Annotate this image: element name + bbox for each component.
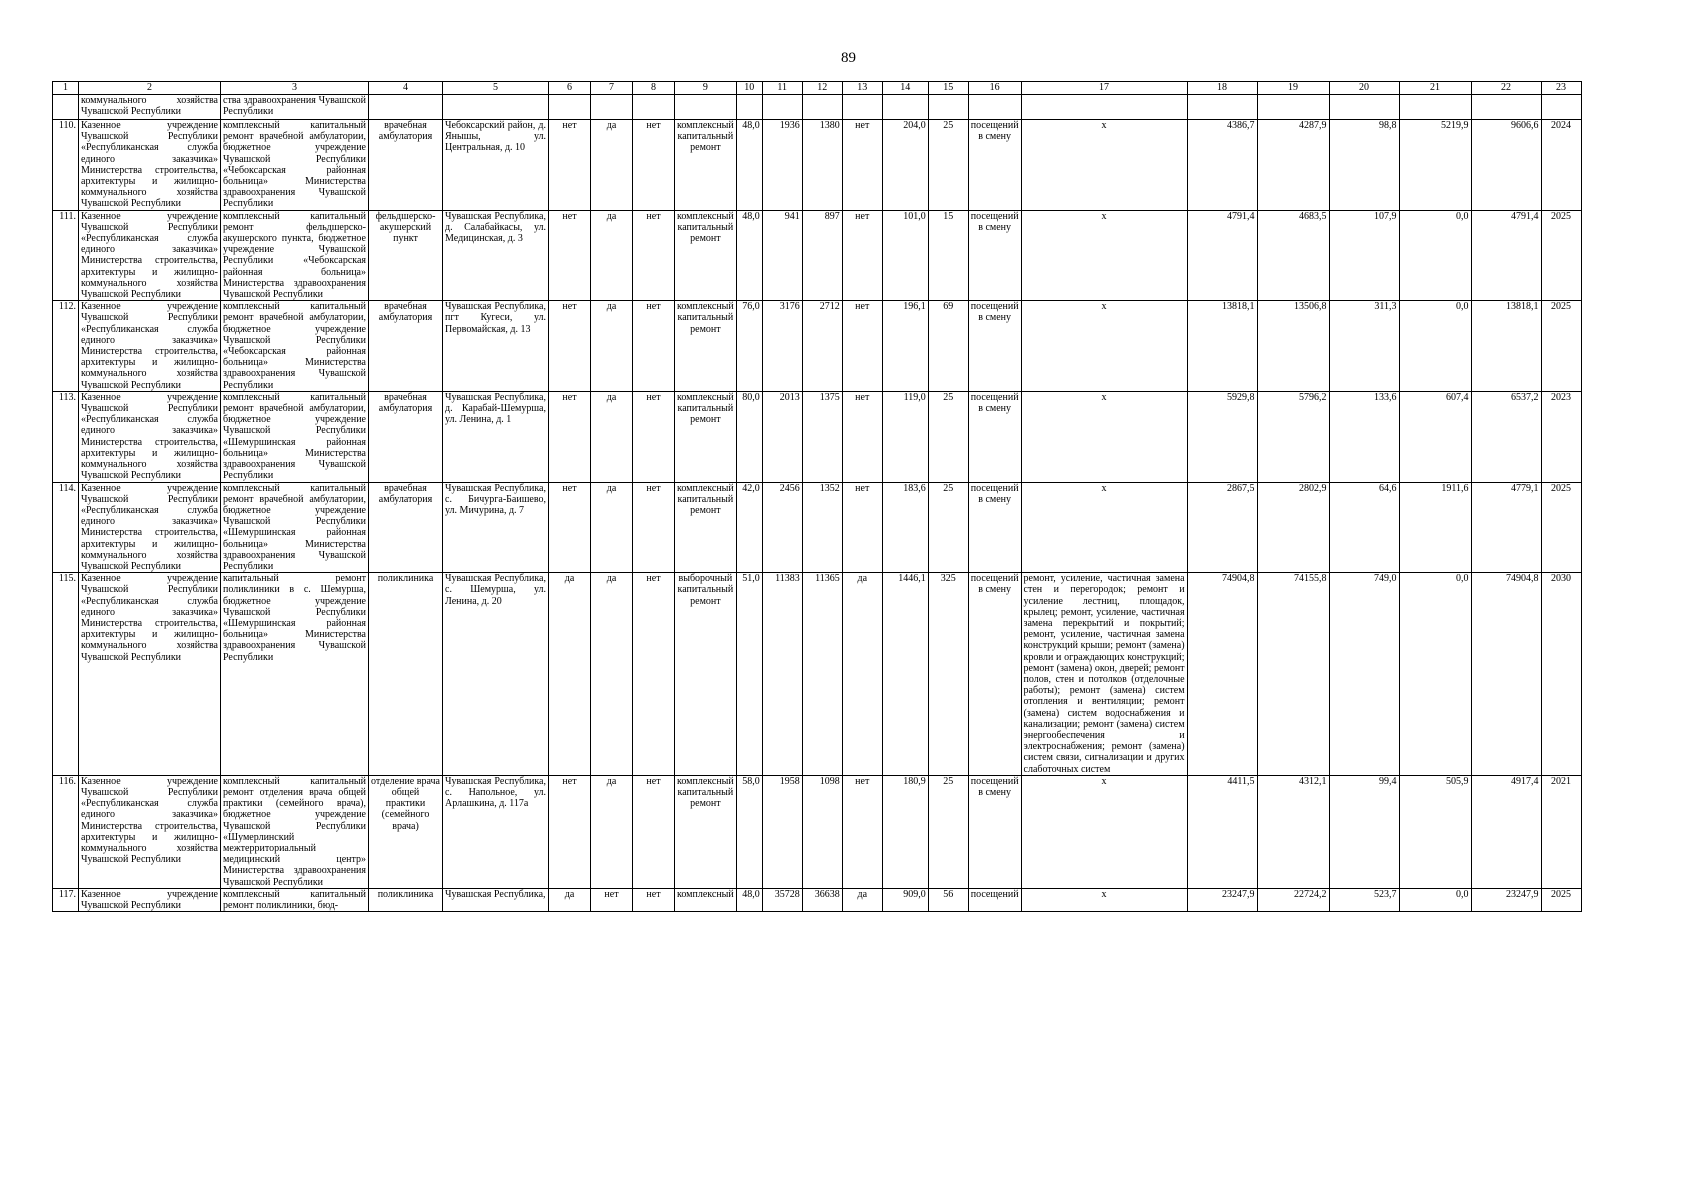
cell-col-22: 74904,8 <box>1471 573 1541 776</box>
cell-col-13: нет <box>842 482 882 573</box>
cell-col-10: 80,0 <box>736 391 762 482</box>
cell-col-18: 74904,8 <box>1187 573 1257 776</box>
column-header-8: 8 <box>633 82 675 95</box>
cell-col-22: 9606,6 <box>1471 120 1541 211</box>
cell-col-19: 22724,2 <box>1257 888 1329 911</box>
cell-col-22: 23247,9 <box>1471 888 1541 911</box>
table-row <box>53 391 1582 482</box>
cell-col-17: х <box>1021 120 1187 211</box>
cell-col-18: 4386,7 <box>1187 120 1257 211</box>
cell-address: Чебоксарский район, д. Янышы, ул. Центральная, д. 10 <box>443 120 549 211</box>
cell-col-12: 1375 <box>802 391 842 482</box>
cell-col-22: 4917,4 <box>1471 775 1541 888</box>
cell-col-11: 35728 <box>762 888 802 911</box>
cell-col-15: 69 <box>928 301 968 392</box>
cell-capacity-unit: посещений <box>968 888 1021 911</box>
cell-object-type: врачебная амбулатория <box>369 301 443 392</box>
cell-1 <box>53 95 79 120</box>
cell-col-10: 48,0 <box>736 120 762 211</box>
cell-address: Чувашская Республика, пгт Кугеси, ул. Первомайская, д. 13 <box>443 301 549 392</box>
cell-col-7: да <box>591 120 633 211</box>
column-header-19: 19 <box>1257 82 1329 95</box>
cell-object-type: поликлиника <box>369 888 443 911</box>
cell-col-7: да <box>591 482 633 573</box>
page-number: 89 <box>841 50 856 66</box>
cell-col-18: 13818,1 <box>1187 301 1257 392</box>
cell-capacity-unit: посещений в смену <box>968 210 1021 301</box>
column-header-22: 22 <box>1471 82 1541 95</box>
cell-col-11: 2013 <box>762 391 802 482</box>
cell-col-20: 749,0 <box>1329 573 1399 776</box>
cell-col-19: 2802,9 <box>1257 482 1329 573</box>
cell-col-17: х <box>1021 391 1187 482</box>
cell-col-23: 2021 <box>1541 775 1581 888</box>
cell-col-13: нет <box>842 301 882 392</box>
table-row <box>53 482 1582 573</box>
cell-col-14: 196,1 <box>882 301 928 392</box>
column-header-17: 17 <box>1021 82 1187 95</box>
cell-col-10: 76,0 <box>736 301 762 392</box>
cell-col-23: 2025 <box>1541 482 1581 573</box>
cell-col-10: 48,0 <box>736 210 762 301</box>
cell-object-name: комплексный капитальный ремонт фельдшерско-акушерского пункта, бюджетное учреждение Чувашской Республики «Чебоксарская районная больница» Министерства здравоохранения Чувашской Республики <box>221 210 369 301</box>
cell-col-20: 99,4 <box>1329 775 1399 888</box>
table-row <box>53 888 1582 911</box>
cell-row-number: 117. <box>53 888 79 911</box>
cell-col-17: х <box>1021 210 1187 301</box>
cell-col-6: да <box>549 888 591 911</box>
cell-work-type: выборочный капитальный ремонт <box>675 573 737 776</box>
cell-col-21: 0,0 <box>1399 888 1471 911</box>
cell-customer: Казенное учреждение Чувашской Республики «Республиканская служба единого заказчика» Министерства строительства, архитектуры и жилищно-коммунального хозяйства Чувашской Республики <box>79 775 221 888</box>
cell-object-name: комплексный капитальный ремонт отделения врача общей практики (семейного врача), бюджетное учреждение Чувашской Республики «Шумерлинский межтерриториальный медицинский центр» Министерства здравоохранения Чувашской Республики <box>221 775 369 888</box>
cell-work-type: комплексный капитальный ремонт <box>675 301 737 392</box>
cell-col-19: 4312,1 <box>1257 775 1329 888</box>
cell-col-15: 25 <box>928 775 968 888</box>
cell-object-type: фельдшерско-акушерский пункт <box>369 210 443 301</box>
cell-customer: Казенное учреждение Чувашской Республики «Республиканская служба единого заказчика» Министерства строительства, архитектуры и жилищно-коммунального хозяйства Чувашской Республики <box>79 391 221 482</box>
cell-col-23: 2025 <box>1541 301 1581 392</box>
column-header-21: 21 <box>1399 82 1471 95</box>
cell-col-10: 51,0 <box>736 573 762 776</box>
cell-col-8: нет <box>633 391 675 482</box>
cell-col-18: 5929,8 <box>1187 391 1257 482</box>
column-header-5: 5 <box>443 82 549 95</box>
cell-capacity-unit: посещений в смену <box>968 573 1021 776</box>
column-header-13: 13 <box>842 82 882 95</box>
cell-col-7: да <box>591 210 633 301</box>
cell-col-14: 180,9 <box>882 775 928 888</box>
cell-col-6: нет <box>549 775 591 888</box>
cell-col-23: 2023 <box>1541 391 1581 482</box>
cell-col-18: 2867,5 <box>1187 482 1257 573</box>
cell-col-23: 2024 <box>1541 120 1581 211</box>
cell-col-20: 64,6 <box>1329 482 1399 573</box>
cell-col-17: х <box>1021 301 1187 392</box>
cell-col-11: 941 <box>762 210 802 301</box>
cell-col-14: 119,0 <box>882 391 928 482</box>
cell-col-7: да <box>591 573 633 776</box>
cell-col-21: 0,0 <box>1399 573 1471 776</box>
column-header-6: 6 <box>549 82 591 95</box>
cell-col-6: нет <box>549 301 591 392</box>
cell-col-18: 4411,5 <box>1187 775 1257 888</box>
cell-col-19: 13506,8 <box>1257 301 1329 392</box>
cell-col-21: 505,9 <box>1399 775 1471 888</box>
cell-work-type: комплексный капитальный ремонт <box>675 482 737 573</box>
cell-col-14: 1446,1 <box>882 573 928 776</box>
cell-row-number: 112. <box>53 301 79 392</box>
cell-col-14: 909,0 <box>882 888 928 911</box>
cell-object-type: врачебная амбулатория <box>369 482 443 573</box>
cell-object-type: врачебная амбулатория <box>369 391 443 482</box>
cell-object-name: комплексный капитальный ремонт врачебной амбулатории, бюджетное учреждение Чувашской Республики «Чебоксарская районная больница» Министерства здравоохранения Чувашской Республики <box>221 301 369 392</box>
cell-col-11: 1936 <box>762 120 802 211</box>
cell-work-type: комплексный капитальный ремонт <box>675 391 737 482</box>
cell-address: Чувашская Республика, <box>443 888 549 911</box>
cell-col-20: 107,9 <box>1329 210 1399 301</box>
table-row <box>53 573 1582 776</box>
cell-col-22: 6537,2 <box>1471 391 1541 482</box>
cell-col-21: 0,0 <box>1399 210 1471 301</box>
cell-col-15: 25 <box>928 120 968 211</box>
cell-col-8: нет <box>633 573 675 776</box>
cell-col-13: нет <box>842 775 882 888</box>
cell-object-name: комплексный капитальный ремонт поликлиники, бюд- <box>221 888 369 911</box>
cell-customer: Казенное учреждение Чувашской Республики «Республиканская служба единого заказчика» Министерства строительства, архитектуры и жилищно-коммунального хозяйства Чувашской Республики <box>79 482 221 573</box>
cell-col-23: 2030 <box>1541 573 1581 776</box>
column-header-3: 3 <box>221 82 369 95</box>
column-header-7: 7 <box>591 82 633 95</box>
cell-work-type: комплексный капитальный ремонт <box>675 775 737 888</box>
cell-object-name: капитальный ремонт поликлиники в с. Шемурша, бюджетное учреждение Чувашской Республики «Шемуршинская районная больница» Министерства здравоохранения Чувашской Республики <box>221 573 369 776</box>
cell-col-8: нет <box>633 775 675 888</box>
cell-col-22: 4791,4 <box>1471 210 1541 301</box>
cell-col-6: нет <box>549 391 591 482</box>
cell-col-22: 13818,1 <box>1471 301 1541 392</box>
column-header-12: 12 <box>802 82 842 95</box>
cell-col-12: 1098 <box>802 775 842 888</box>
cell-col-17: х <box>1021 775 1187 888</box>
cell-col-15: 325 <box>928 573 968 776</box>
cell-col-13: нет <box>842 210 882 301</box>
cell-col-17: ремонт, усиление, частичная замена стен и перегородок; ремонт и усиление лестниц, площадок, крылец; ремонт, усиление, частичная замена перекрытий и покрытий; ремонт, усиление, частичная замена конструкций крыши; ремонт (замена) кровли и ограждающих конструкций; ремонт (замена) окон, дверей; ремонт полов, стен и потолков (отделочные работы); ремонт (замена) систем отопления и вентиляции; ремонт (замена) систем водоснабжения и канализации; ремонт (замена) систем энергообеспечения и электроснабжения; ремонт (замена) систем связи, сигнализации и других слаботочных систем <box>1021 573 1187 776</box>
cell-col-14: 204,0 <box>882 120 928 211</box>
data-table <box>52 81 1582 912</box>
table-row <box>53 775 1582 888</box>
cell-capacity-unit: посещений в смену <box>968 391 1021 482</box>
cell-col-8: нет <box>633 888 675 911</box>
cell-capacity-unit: посещений в смену <box>968 482 1021 573</box>
cell-col-22: 4779,1 <box>1471 482 1541 573</box>
cell-row-number: 110. <box>53 120 79 211</box>
cell-col-11: 3176 <box>762 301 802 392</box>
cell-col-17: х <box>1021 482 1187 573</box>
cell-col-12: 1352 <box>802 482 842 573</box>
cell-col-15: 25 <box>928 391 968 482</box>
cell-capacity-unit: посещений в смену <box>968 301 1021 392</box>
cell-col-21: 5219,9 <box>1399 120 1471 211</box>
cell-object-type: врачебная амбулатория <box>369 120 443 211</box>
cell-col-19: 4287,9 <box>1257 120 1329 211</box>
continuation-row <box>53 95 1582 120</box>
cell-col-7: да <box>591 775 633 888</box>
cell-col-20: 98,8 <box>1329 120 1399 211</box>
cell-col-14: 183,6 <box>882 482 928 573</box>
cell-col-7: да <box>591 301 633 392</box>
cell-row-number: 113. <box>53 391 79 482</box>
cell-col-13: да <box>842 573 882 776</box>
column-header-1: 1 <box>53 82 79 95</box>
cell-row-number: 114. <box>53 482 79 573</box>
cell-col-13: да <box>842 888 882 911</box>
table-row <box>53 210 1582 301</box>
cell-col-6: нет <box>549 482 591 573</box>
cell-col-12: 11365 <box>802 573 842 776</box>
cell-col-11: 11383 <box>762 573 802 776</box>
cell-col-8: нет <box>633 301 675 392</box>
cell-object-name: комплексный капитальный ремонт врачебной амбулатории, бюджетное учреждение Чувашской Республики «Шемуршинская районная больница» Министерства здравоохранения Чувашской Республики <box>221 482 369 573</box>
column-header-11: 11 <box>762 82 802 95</box>
cell-address: Чувашская Республика, с. Бичурга-Баишево, ул. Мичурина, д. 7 <box>443 482 549 573</box>
cell-col-17: х <box>1021 888 1187 911</box>
cell-col-12: 897 <box>802 210 842 301</box>
column-header-2: 2 <box>79 82 221 95</box>
cell-customer: Казенное учреждение Чувашской Республики «Республиканская служба единого заказчика» Министерства строительства, архитектуры и жилищно-коммунального хозяйства Чувашской Республики <box>79 573 221 776</box>
cell-col-7: нет <box>591 888 633 911</box>
cell-col-6: да <box>549 573 591 776</box>
cell-capacity-unit: посещений в смену <box>968 120 1021 211</box>
cell-col-15: 15 <box>928 210 968 301</box>
column-header-14: 14 <box>882 82 928 95</box>
column-header-9: 9 <box>675 82 737 95</box>
cell-col-12: 1380 <box>802 120 842 211</box>
cell-work-type: комплексный <box>675 888 737 911</box>
cell-address: Чувашская Республика, с. Напольное, ул. Арлашкина, д. 117а <box>443 775 549 888</box>
column-header-10: 10 <box>736 82 762 95</box>
cell-col-13: нет <box>842 391 882 482</box>
header-row <box>53 82 1582 95</box>
column-header-20: 20 <box>1329 82 1399 95</box>
cell-col-21: 1911,6 <box>1399 482 1471 573</box>
table-row <box>53 301 1582 392</box>
cell-work-type: комплексный капитальный ремонт <box>675 210 737 301</box>
cell-col-19: 4683,5 <box>1257 210 1329 301</box>
cell-col-10: 42,0 <box>736 482 762 573</box>
cell-row-number: 116. <box>53 775 79 888</box>
cell-col-11: 1958 <box>762 775 802 888</box>
cell-address: Чувашская Республика, д. Салабайкасы, ул. Медицинская, д. 3 <box>443 210 549 301</box>
cell-customer: Казенное учреждение Чувашской Республики «Республиканская служба единого заказчика» Министерства строительства, архитектуры и жилищно-коммунального хозяйства Чувашской Республики <box>79 210 221 301</box>
cell-col-14: 101,0 <box>882 210 928 301</box>
cell-col-10: 48,0 <box>736 888 762 911</box>
cell-customer: Казенное учреждение Чувашской Республики «Республиканская служба единого заказчика» Министерства строительства, архитектуры и жилищно-коммунального хозяйства Чувашской Республики <box>79 120 221 211</box>
cell-col-8: нет <box>633 482 675 573</box>
table-row <box>53 120 1582 211</box>
column-header-18: 18 <box>1187 82 1257 95</box>
cell-customer: Казенное учреждение Чувашской Республики «Республиканская служба единого заказчика» Министерства строительства, архитектуры и жилищно-коммунального хозяйства Чувашской Республики <box>79 301 221 392</box>
column-header-15: 15 <box>928 82 968 95</box>
cell-customer: коммунального хозяйства Чувашской Республики <box>79 95 221 120</box>
cell-col-10: 58,0 <box>736 775 762 888</box>
cell-col-15: 25 <box>928 482 968 573</box>
cell-col-7: да <box>591 391 633 482</box>
cell-col-6: нет <box>549 210 591 301</box>
cell-col-23: 2025 <box>1541 888 1581 911</box>
cell-col-8: нет <box>633 120 675 211</box>
cell-col-23: 2025 <box>1541 210 1581 301</box>
cell-object: ства здравоохранения Чувашской Республики <box>221 95 369 120</box>
cell-col-18: 23247,9 <box>1187 888 1257 911</box>
cell-col-20: 311,3 <box>1329 301 1399 392</box>
cell-address: Чувашская Республика, с. Шемурша, ул. Ленина, д. 20 <box>443 573 549 776</box>
cell-col-15: 56 <box>928 888 968 911</box>
column-header-16: 16 <box>968 82 1021 95</box>
cell-capacity-unit: посещений в смену <box>968 775 1021 888</box>
cell-col-21: 607,4 <box>1399 391 1471 482</box>
cell-col-6: нет <box>549 120 591 211</box>
cell-address: Чувашская Республика, д. Карабай-Шемурша, ул. Ленина, д. 1 <box>443 391 549 482</box>
cell-row-number: 111. <box>53 210 79 301</box>
cell-col-20: 523,7 <box>1329 888 1399 911</box>
cell-col-19: 74155,8 <box>1257 573 1329 776</box>
cell-col-12: 2712 <box>802 301 842 392</box>
cell-col-11: 2456 <box>762 482 802 573</box>
cell-object-type: отделение врача общей практики (семейного врача) <box>369 775 443 888</box>
cell-object-name: комплексный капитальный ремонт врачебной амбулатории, бюджетное учреждение Чувашской Республики «Чебоксарская районная больница» Министерства здравоохранения Чувашской Республики <box>221 120 369 211</box>
cell-col-8: нет <box>633 210 675 301</box>
cell-customer: Казенное учреждение Чувашской Республики <box>79 888 221 911</box>
column-header-4: 4 <box>369 82 443 95</box>
cell-col-20: 133,6 <box>1329 391 1399 482</box>
column-header-23: 23 <box>1541 82 1581 95</box>
cell-col-18: 4791,4 <box>1187 210 1257 301</box>
cell-col-12: 36638 <box>802 888 842 911</box>
cell-row-number: 115. <box>53 573 79 776</box>
cell-col-21: 0,0 <box>1399 301 1471 392</box>
cell-object-type: поликлиника <box>369 573 443 776</box>
cell-col-19: 5796,2 <box>1257 391 1329 482</box>
cell-col-13: нет <box>842 120 882 211</box>
cell-object-name: комплексный капитальный ремонт врачебной амбулатории, бюджетное учреждение Чувашской Республики «Шемуршинская районная больница» Министерства здравоохранения Чувашской Республики <box>221 391 369 482</box>
cell-work-type: комплексный капитальный ремонт <box>675 120 737 211</box>
